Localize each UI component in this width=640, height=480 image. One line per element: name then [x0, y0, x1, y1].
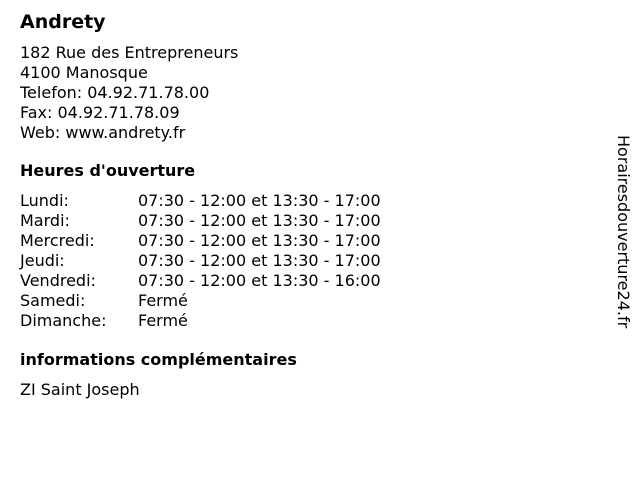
extra-info-heading: informations complémentaires — [20, 350, 297, 369]
hours-row-monday — [20, 191, 600, 211]
time-value: Fermé — [138, 311, 188, 330]
business-name: Andrety — [20, 11, 106, 33]
hours-row-sunday — [20, 311, 600, 331]
day-label: Mardi: — [20, 211, 70, 230]
hours-row-tuesday — [20, 211, 600, 231]
day-label: Dimanche: — [20, 311, 107, 330]
day-label: Samedi: — [20, 291, 86, 310]
day-label: Jeudi: — [20, 251, 65, 270]
street-address: 182 Rue des Entrepreneurs — [20, 43, 239, 62]
time-value: 07:30 - 12:00 et 13:30 - 17:00 — [138, 211, 381, 230]
contact-block — [20, 43, 600, 143]
hours-row-thursday — [20, 251, 600, 271]
website: Web: www.andrety.fr — [20, 123, 186, 142]
hours-row-wednesday — [20, 231, 600, 251]
phone-number: Telefon: 04.92.71.78.00 — [20, 83, 210, 102]
extra-info-text: ZI Saint Joseph — [20, 380, 140, 399]
day-label: Lundi: — [20, 191, 69, 210]
site-watermark: Horairesdouverture24.fr — [614, 135, 633, 329]
time-value: 07:30 - 12:00 et 13:30 - 17:00 — [138, 191, 381, 210]
opening-hours-table — [20, 191, 600, 331]
day-label: Mercredi: — [20, 231, 95, 250]
postal-city: 4100 Manosque — [20, 63, 148, 82]
time-value: 07:30 - 12:00 et 13:30 - 16:00 — [138, 271, 381, 290]
hours-heading: Heures d'ouverture — [20, 161, 196, 180]
time-value: Fermé — [138, 291, 188, 310]
day-label: Vendredi: — [20, 271, 96, 290]
hours-row-saturday — [20, 291, 600, 311]
time-value: 07:30 - 12:00 et 13:30 - 17:00 — [138, 231, 381, 250]
fax-number: Fax: 04.92.71.78.09 — [20, 103, 180, 122]
hours-row-friday — [20, 271, 600, 291]
time-value: 07:30 - 12:00 et 13:30 - 17:00 — [138, 251, 381, 270]
business-card — [20, 10, 600, 400]
